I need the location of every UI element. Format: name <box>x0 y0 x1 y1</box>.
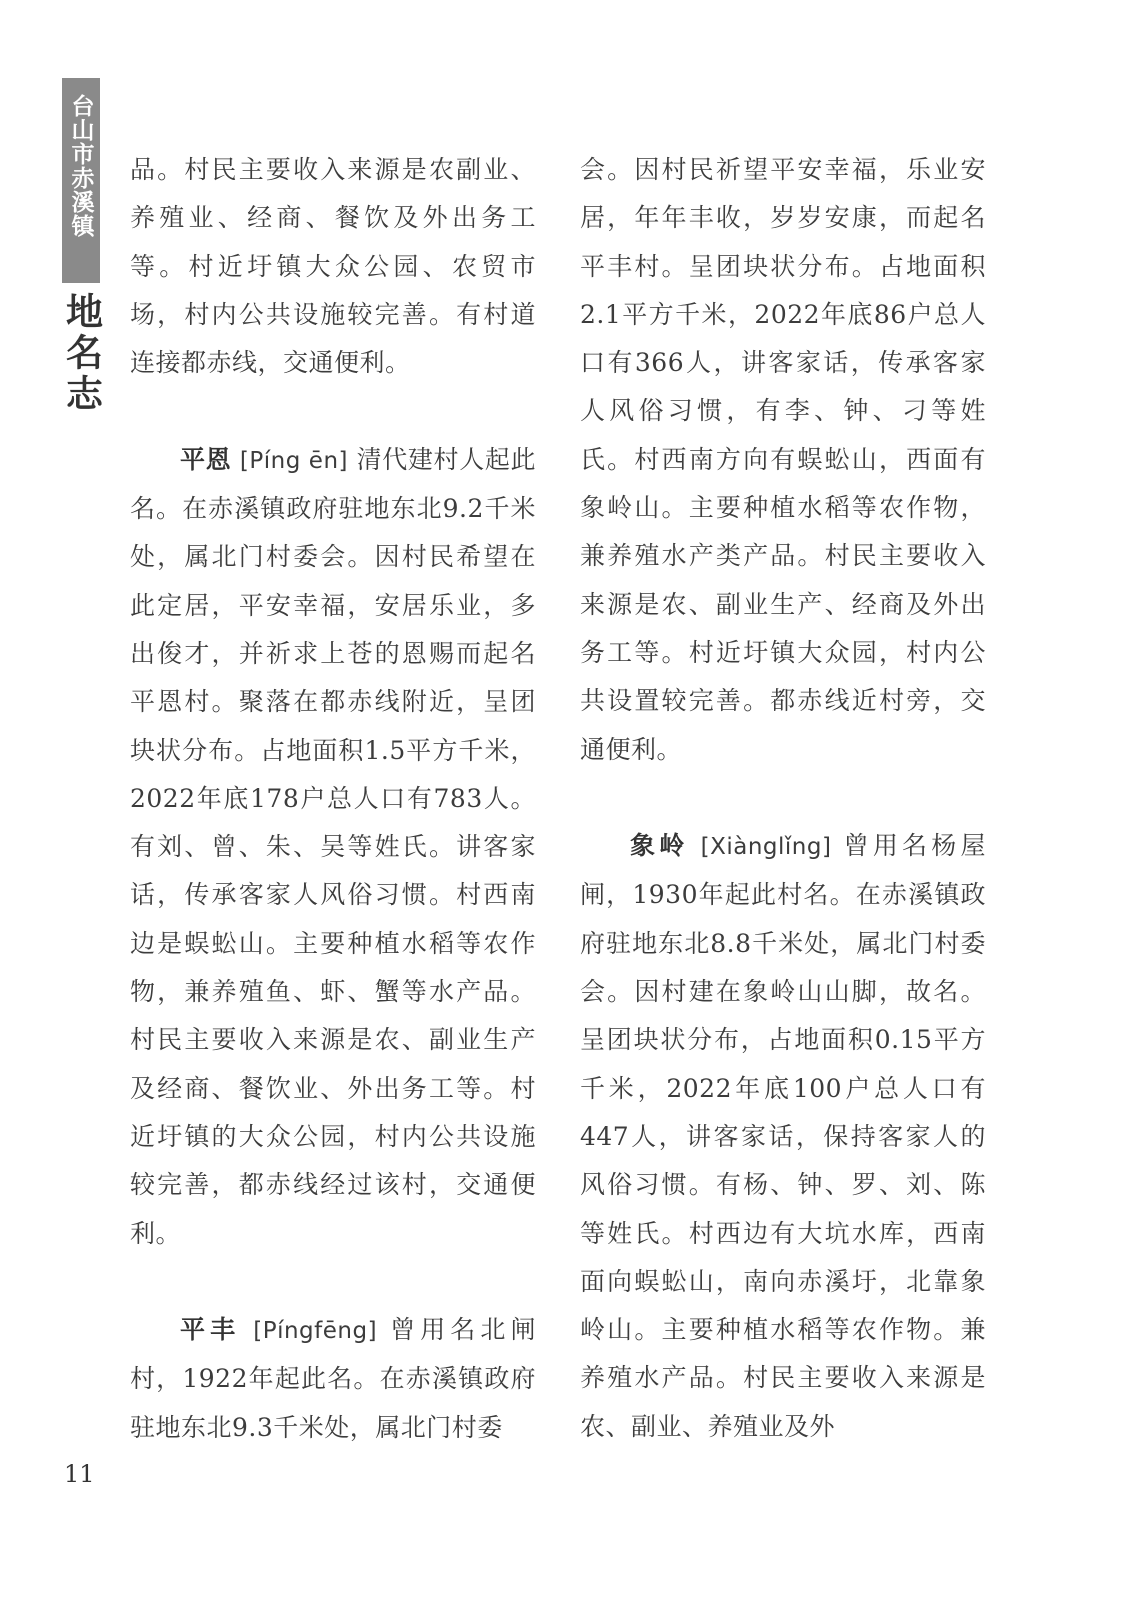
book-title: 台山市赤溪镇 <box>67 94 95 238</box>
paragraph-continuation: 品。村民主要收入来源是农副业、养殖业、经商、餐饮及外出务工等。村近圩镇大众公园、农贸市场，村内公共设施较完善。有村道连接都赤线，交通便利。 <box>130 155 536 378</box>
entry-term: 象岭 <box>630 831 689 861</box>
left-column <box>130 146 536 1452</box>
entry-pinyin: [Píng ēn] <box>239 447 348 474</box>
right-column <box>580 146 986 1451</box>
entry-text: 清代建村人起此名。在赤溪镇政府驻地东北9.2千米处，属北门村委会。因村民希望在此定居，平安幸福，安居乐业，多出俊才，并祈求上苍的恩赐而起名平恩村。聚落在都赤线附近，呈团块状分布。占地面积1.5平方千米，2022年底178户总人口有783人。有刘、曾、朱、吴等姓氏。讲客家话，传承客家人风俗习惯。村西南边是蜈蚣山。主要种植水稻等农作物，兼养殖鱼、虾、蟹等水产品。村民主要收入来源是农、副业生产及经商、餐饮业、外出务工等。村近圩镇的大众公园，村内公共设施较完善，都赤线经过该村，交通便利。 <box>130 444 537 1248</box>
side-tab-book-title <box>62 78 100 283</box>
paragraph-continuation: 会。因村民祈望平安幸福，乐业安居，年年丰收，岁岁安康，而起名平丰村。呈团块状分布。占地面积2.1平方千米，2022年底86户总人口有366人，讲客家话，传承客家人风俗习惯，有李、钟、刁等姓氏。村西南方向有蜈蚣山，西面有象岭山。主要种植水稻等农作物，兼养殖水产类产品。村民主要收入来源是农、副业生产、经商及外出务工等。村近圩镇大众园，村内公共设置较完善。都赤线近村旁，交通便利。 <box>580 155 986 764</box>
entry-pingfeng <box>130 1306 536 1452</box>
entry-pinyin: [Xiànglǐng] <box>700 834 832 861</box>
entry-text: 曾用名杨屋闸，1930年起此村名。在赤溪镇政府驻地东北8.8千米处，属北门村委会。因村建在象岭山山脚，故名。呈团块状分布，占地面积0.15平方千米，2022年底100户总人口有447人，讲客家话，保持客家人的风俗习惯。有杨、钟、罗、刘、陈等姓氏。村西边有大坑水库，西南面向蜈蚣山，南向赤溪圩，北靠象岭山。主要种植水稻等农作物。兼养殖水产品。村民主要收入来源是农、副业、养殖业及外 <box>580 831 986 1441</box>
entry-pingen <box>130 436 536 1258</box>
entry-pinyin: [Píngfēng] <box>253 1318 378 1345</box>
entry-term: 平恩 <box>180 444 232 474</box>
side-section-title <box>59 292 103 415</box>
entry-term: 平丰 <box>180 1315 241 1345</box>
entry-text: 曾用名北闸村，1922年起此名。在赤溪镇政府驻地东北9.3千米处，属北门村委 <box>130 1315 536 1442</box>
page-number: 11 <box>64 1460 95 1488</box>
entry-xiangling <box>580 822 986 1451</box>
section-title: 地名志 <box>59 292 103 415</box>
